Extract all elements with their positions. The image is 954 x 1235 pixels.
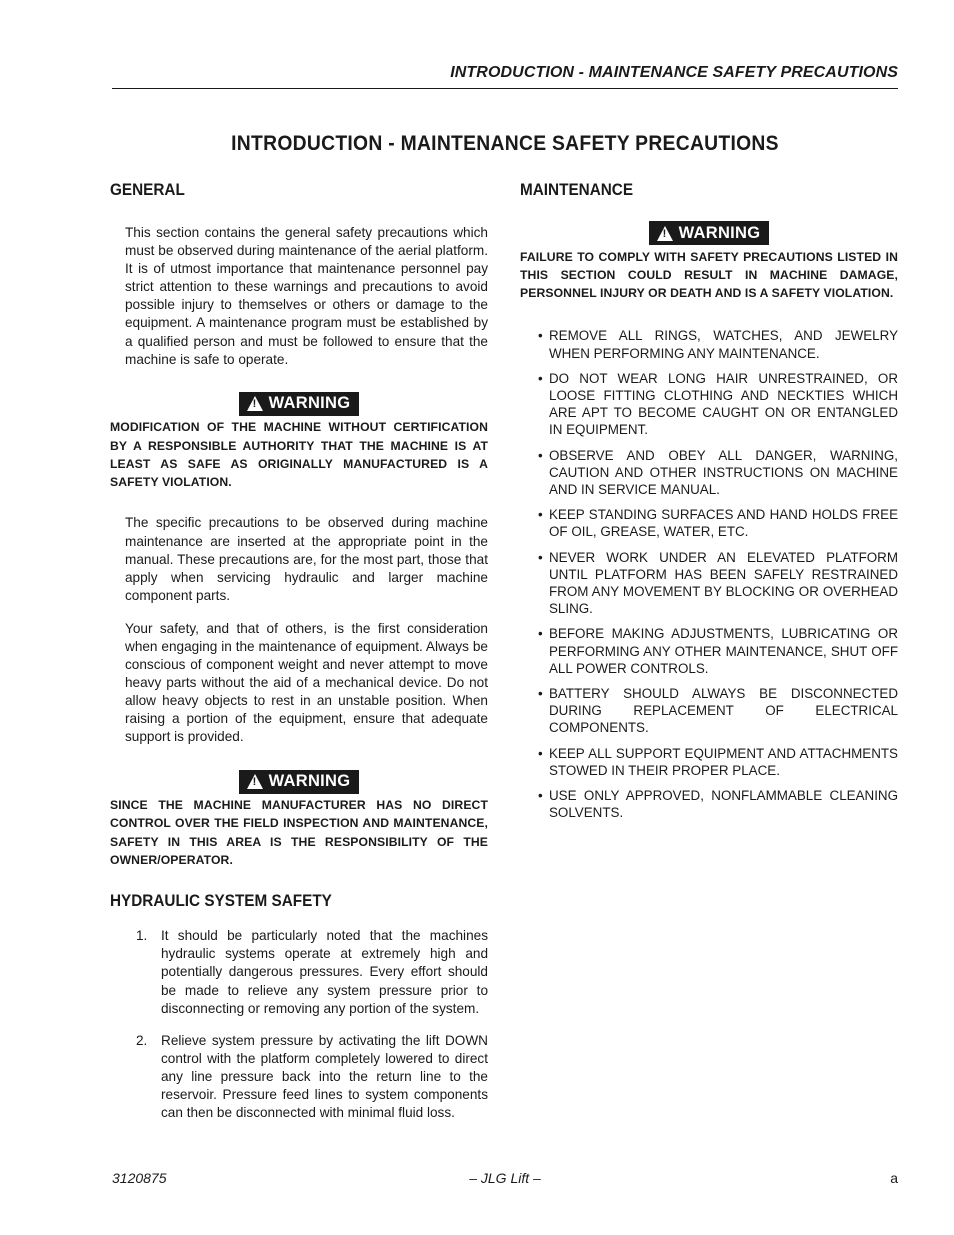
list-item [110,1032,488,1122]
bullet: • [538,745,543,761]
header-rule [112,88,898,89]
bullet: • [538,788,543,804]
bullet: • [538,507,543,523]
bullet: • [538,370,543,386]
list-item [520,506,898,540]
list-item-text: It should be particularly noted that the machines hydraulic systems operate at extremely high and potentially dangerous pressures. Every effort should be made to relieve any system pressure prior to disconnecting or removing any portion of the system. [161,928,488,1016]
right-column [520,180,898,821]
maintenance-list [520,327,898,821]
warning-text-1: MODIFICATION OF THE MACHINE WITHOUT CERTIFICATION BY A RESPONSIBLE AUTHORITY THAT THE MACHINE IS AT LEAST AS SAFE AS ORIGINALLY MANUFACTURED IS A SAFETY VIOLATION. [110,420,488,490]
list-item-text: BATTERY SHOULD ALWAYS BE DISCONNECTED DURING REPLACEMENT OF ELECTRICAL COMPONENTS. [549,686,898,736]
list-item [520,625,898,677]
list-item [520,370,898,439]
warning-banner-3 [520,221,898,246]
list-item [520,685,898,737]
list-item [520,549,898,618]
warning-badge [239,770,360,794]
list-item [520,447,898,499]
warning-banner-1 [110,392,488,417]
list-item-text: REMOVE ALL RINGS, WATCHES, AND JEWELRY WHEN PERFORMING ANY MAINTENANCE. [549,328,898,361]
document-number: 3120875 [112,1170,167,1186]
list-item [520,327,898,361]
hydraulic-heading: HYDRAULIC SYSTEM SAFETY [110,891,332,911]
bullet: • [538,686,543,702]
bullet: • [538,447,543,463]
warning-triangle-icon [247,774,263,789]
list-number: 2. [136,1032,148,1048]
bullet: • [538,328,543,344]
warning-label: WARNING [268,394,351,413]
bullet: • [538,626,543,642]
general-intro-paragraph: This section contains the general safety precautions which must be observed during maintenance of the aerial platform. It is of utmost importance that maintenance personnel pay strict attention to these warnings and precautions to avoid possible injury to themselves or others or damage to the equipment. A maintenance program must be established by a qualified person and must be followed to ensure that the machine is safe to operate. [125,225,488,367]
left-column [110,180,488,1122]
list-item [520,787,898,821]
warning-badge [239,392,360,416]
list-item [520,745,898,779]
brand-footer: – JLG Lift – [469,1170,541,1186]
hydraulic-list [110,927,488,1122]
warning-badge [649,221,770,245]
warning-banner-2 [110,770,488,795]
list-item-text: KEEP ALL SUPPORT EQUIPMENT AND ATTACHMENTS STOWED IN THEIR PROPER PLACE. [549,745,898,778]
general-paragraph-3: Your safety, and that of others, is the first consideration when engaging in the maintenance of equipment. Always be conscious of component weight and never attempt to move heavy parts without the aid of a mechanical device. Do not allow heavy objects to rest in an unstable position. When raising a portion of the equipment, ensure that adequate support is provided. [125,620,488,745]
bullet: • [538,549,543,565]
list-item-text: Relieve system pressure by activating the lift DOWN control with the platform completely lowered to direct any line pressure back into the return line to the reservoir. Pressure feed lines to system components can then be disconnected with minimal fluid loss. [161,1032,488,1121]
running-header: INTRODUCTION - MAINTENANCE SAFETY PRECAUTIONS [450,64,898,81]
list-item-text: USE ONLY APPROVED, NONFLAMMABLE CLEANING SOLVENTS. [549,788,898,821]
general-paragraph-2: The specific precautions to be observed during machine maintenance are inserted at the appropriate point in the manual. These precautions are, for the most part, those that apply when servicing hydraulic and larger machine component parts. [125,515,488,603]
list-number: 1. [136,928,148,944]
list-item-text: OBSERVE AND OBEY ALL DANGER, WARNING, CAUTION AND OTHER INSTRUCTIONS ON MACHINE AND IN SERVICE MANUAL. [549,447,898,498]
warning-text-2: SINCE THE MACHINE MANUFACTURER HAS NO DIRECT CONTROL OVER THE FIELD INSPECTION AND MAINTENANCE, SAFETY IN THIS AREA IS THE RESPONSIBILITY OF THE OWNER/OPERATOR. [110,798,488,867]
maintenance-heading: MAINTENANCE [520,180,634,199]
list-item-text: DO NOT WEAR LONG HAIR UNRESTRAINED, OR LOOSE FITTING CLOTHING AND NECKTIES WHICH ARE APT TO BECOME CAUGHT ON OR ENTANGLED IN EQUIPMENT. [549,370,898,438]
warning-triangle-icon [657,226,673,241]
list-item-text: KEEP STANDING SURFACES AND HAND HOLDS FREE OF OIL, GREASE, WATER, ETC. [549,507,898,540]
page-title: INTRODUCTION - MAINTENANCE SAFETY PRECAUTIONS [231,132,779,155]
list-item [110,927,488,1017]
general-heading: GENERAL [110,180,185,199]
warning-text-3: FAILURE TO COMPLY WITH SAFETY PRECAUTIONS LISTED IN THIS SECTION COULD RESULT IN MACHINE DAMAGE, PERSONNEL INJURY OR DEATH AND IS A SAFETY VIOLATION. [520,249,898,301]
page-number: a [890,1170,898,1186]
warning-triangle-icon [247,396,263,411]
list-item-text: NEVER WORK UNDER AN ELEVATED PLATFORM UNTIL PLATFORM HAS BEEN SAFELY RESTRAINED FROM ANY MOVEMENT BY BLOCKING OR OVERHEAD SLING. [549,549,898,617]
warning-label: WARNING [268,772,351,791]
list-item-text: BEFORE MAKING ADJUSTMENTS, LUBRICATING OR PERFORMING ANY OTHER MAINTENANCE, SHUT OFF ALL POWER CONTROLS. [549,626,898,676]
warning-label: WARNING [678,223,761,242]
